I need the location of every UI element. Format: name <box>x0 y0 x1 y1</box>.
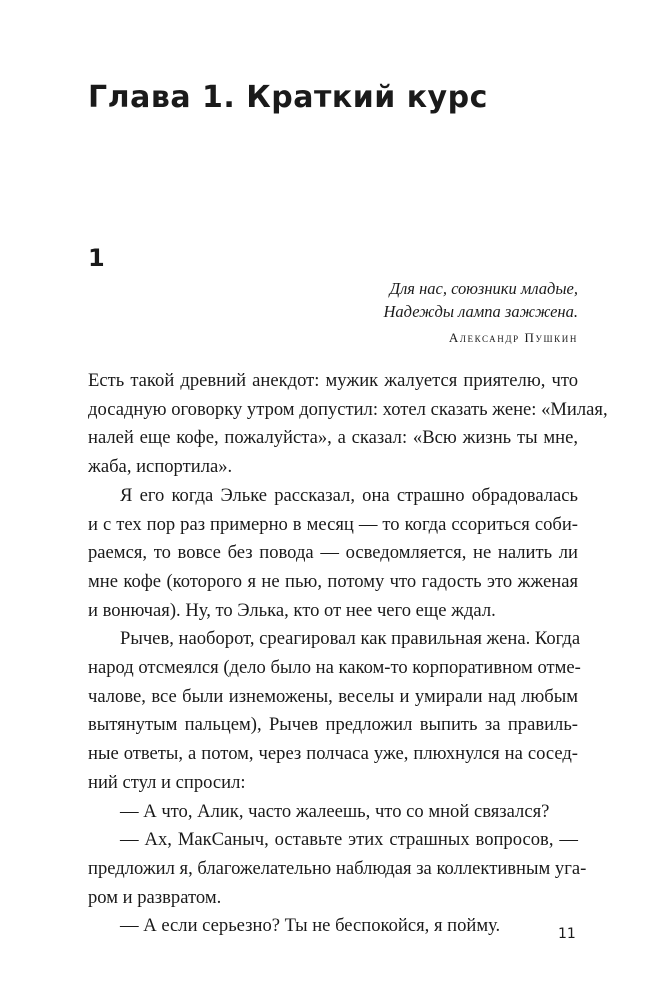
text-line: досадную оговорку утром допустил: хотел сказать жене: «Милая, <box>88 398 608 420</box>
text-line: ром и развратом. <box>88 886 222 908</box>
text-line: Рычев, наоборот, среагировал как правильная жена. Когда <box>120 628 581 650</box>
page-number: 11 <box>558 926 576 942</box>
epigraph-line: Надежды лампа зажжена. <box>383 302 578 321</box>
text-line: — Ах, МакСаныч, оставьте этих страшных вопросов, — <box>120 829 578 851</box>
text-line: налей еще кофе, пожалуйста», а сказал: «Всю жизнь ты мне, <box>88 427 578 449</box>
section-number: 1 <box>88 244 105 272</box>
text-line: предложил я, благожелательно наблюдая за коллективным уга- <box>88 857 587 879</box>
text-line: ний стул и спросил: <box>88 771 246 793</box>
text-line: вытянутым пальцем), Рычев предложил выпить за правиль- <box>88 714 578 736</box>
epigraph <box>384 277 578 323</box>
text-line: Я его когда Эльке рассказал, она страшно обрадовалась <box>120 484 578 506</box>
text-line: и с тех пор раз примерно в месяц — то когда ссориться соби- <box>88 513 578 535</box>
text-line: жаба, испортила». <box>88 456 233 478</box>
epigraph-line: Для нас, союзники младые, <box>389 279 578 298</box>
body-text <box>88 367 608 941</box>
text-line: Есть такой древний анекдот: мужик жалуется приятелю, что <box>88 370 578 391</box>
text-line: раемся, то вовсе без повода — осведомляется, не налить ли <box>88 542 578 564</box>
text-line: — А если серьезно? Ты не беспокойся, я пойму. <box>120 915 501 937</box>
text-line: чалове, все были изнеможены, веселы и умирали над любым <box>88 685 578 707</box>
text-line: народ отсмеялся (дело было на каком-то корпоративном отме- <box>88 657 581 679</box>
chapter-title: Глава 1. Краткий курс <box>88 80 488 115</box>
text-line: — А что, Алик, часто жалеешь, что со мной связался? <box>120 800 550 822</box>
text-line: и вонючая). Ну, то Элька, кто от нее чего еще ждал. <box>88 599 496 621</box>
text-line: мне кофе (которого я не пью, потому что гадость это жженая <box>88 570 578 592</box>
text-line: ные ответы, а потом, через полчаса уже, плюхнулся на сосед- <box>88 743 578 765</box>
epigraph-author: Александр Пушкин <box>448 330 578 345</box>
